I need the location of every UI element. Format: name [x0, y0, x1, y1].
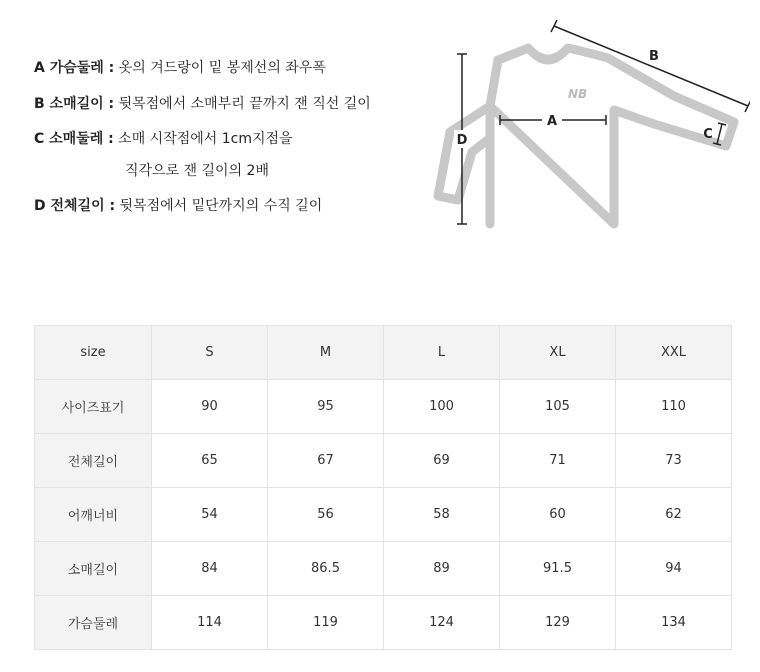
- table-row: [35, 434, 732, 488]
- table-cell: 100: [384, 380, 500, 434]
- legend-desc: 뒷목점에서 밑단까지의 수직 길이: [119, 198, 323, 214]
- table-cell: 86.5: [268, 542, 384, 596]
- table-cell: 67: [268, 434, 384, 488]
- table-cell: 58: [384, 488, 500, 542]
- legend-desc: 뒷목점에서 소매부리 끝까지 잰 직선 길이: [118, 96, 371, 112]
- table-header-cell: M: [268, 326, 384, 380]
- label-a: A: [546, 114, 558, 129]
- legend-key: D 전체길이 :: [34, 198, 116, 214]
- svg-text:NB: NB: [568, 87, 588, 101]
- table-cell: 114: [152, 596, 268, 650]
- table-cell: 62: [616, 488, 732, 542]
- table-header-cell: XXL: [616, 326, 732, 380]
- row-label: 전체길이: [35, 434, 152, 488]
- table-row: [35, 488, 732, 542]
- table-cell: 56: [268, 488, 384, 542]
- legend-key: C 소매둘레 :: [34, 131, 114, 147]
- table-cell: 73: [616, 434, 732, 488]
- legend-item-d: [34, 196, 322, 216]
- legend-key: A 가슴둘레 :: [34, 60, 115, 76]
- table-cell: 54: [152, 488, 268, 542]
- table-cell: 60: [500, 488, 616, 542]
- table-header-cell: size: [35, 326, 152, 380]
- legend-desc: 직각으로 잰 길이의 2배: [125, 163, 269, 179]
- label-c: C: [703, 127, 713, 142]
- table-cell: 90: [152, 380, 268, 434]
- table-cell: 110: [616, 380, 732, 434]
- size-table: [34, 325, 732, 650]
- table-row: [35, 596, 732, 650]
- table-cell: 119: [268, 596, 384, 650]
- row-label: 사이즈표기: [35, 380, 152, 434]
- row-label: 어깨너비: [35, 488, 152, 542]
- table-cell: 94: [616, 542, 732, 596]
- table-cell: 71: [500, 434, 616, 488]
- table-cell: 69: [384, 434, 500, 488]
- table-row: [35, 380, 732, 434]
- table-cell: 89: [384, 542, 500, 596]
- table-cell: 65: [152, 434, 268, 488]
- legend-item-b: [34, 94, 371, 114]
- table-cell: 124: [384, 596, 500, 650]
- garment-outline: [438, 48, 734, 224]
- table-cell: 91.5: [500, 542, 616, 596]
- table-cell: 129: [500, 596, 616, 650]
- table-cell: 95: [268, 380, 384, 434]
- table-cell: 134: [616, 596, 732, 650]
- table-header-cell: S: [152, 326, 268, 380]
- table-header-row: [35, 326, 732, 380]
- table-header-cell: XL: [500, 326, 616, 380]
- table-cell: 105: [500, 380, 616, 434]
- label-d: D: [456, 133, 468, 148]
- table-header-cell: L: [384, 326, 500, 380]
- table-cell: 84: [152, 542, 268, 596]
- legend-item-c-continued: [125, 161, 269, 181]
- label-b: B: [649, 49, 659, 64]
- legend-item-a: [34, 58, 326, 78]
- legend-desc: 옷의 겨드랑이 밑 봉제선의 좌우폭: [118, 60, 326, 76]
- legend-item-c: [34, 129, 293, 149]
- table-row: [35, 542, 732, 596]
- garment-diagram: [428, 14, 750, 234]
- brand-logo-icon: [568, 87, 587, 101]
- legend-key: B 소매길이 :: [34, 96, 115, 112]
- row-label: 소매길이: [35, 542, 152, 596]
- row-label: 가슴둘레: [35, 596, 152, 650]
- legend-desc: 소매 시작점에서 1cm지점을: [118, 131, 293, 147]
